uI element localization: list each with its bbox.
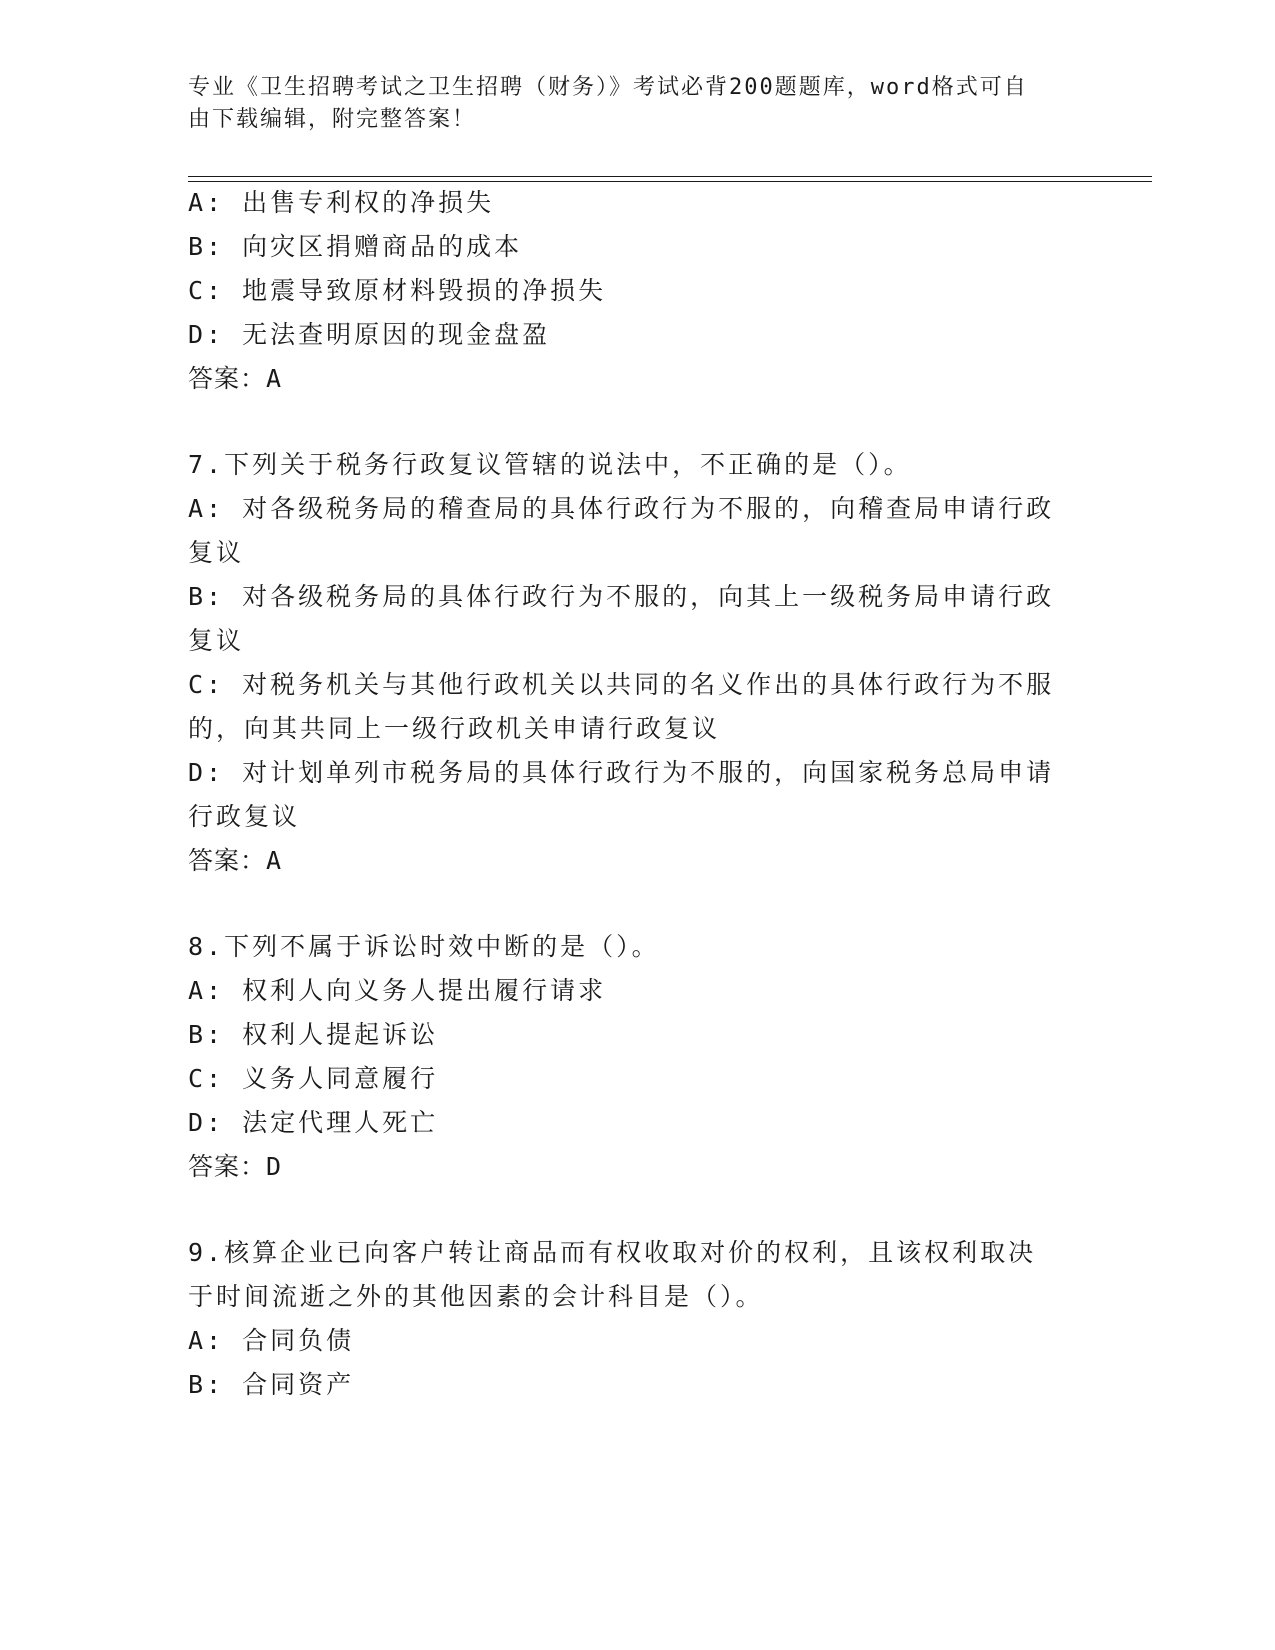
q7-option-a-cont: 复议 — [188, 538, 245, 567]
q6-option-a: A: 出售专利权的净损失 — [188, 188, 495, 217]
q7-option-b: B: 对各级税务局的具体行政行为不服的，向其上一级税务局申请行政 — [188, 582, 1055, 611]
q8-answer: 答案：D — [188, 1152, 283, 1181]
q7-option-d-cont: 行政复议 — [188, 802, 301, 831]
q8-option-d: D: 法定代理人死亡 — [188, 1108, 439, 1137]
document-header — [188, 72, 1088, 136]
q7-answer: 答案：A — [188, 846, 283, 875]
q9-option-b: B: 合同资产 — [188, 1370, 355, 1399]
q8-option-a: A: 权利人向义务人提出履行请求 — [188, 976, 607, 1005]
q7-option-b-cont: 复议 — [188, 626, 245, 655]
header-line-1: 专业《卫生招聘考试之卫生招聘（财务）》考试必背200题题库，word格式可自 — [188, 75, 1028, 100]
header-divider-bottom — [188, 181, 1152, 182]
q7-question: 7.下列关于税务行政复议管辖的说法中，不正确的是（）。 — [188, 450, 912, 479]
q7-option-a: A: 对各级税务局的稽查局的具体行政行为不服的，向稽查局申请行政 — [188, 494, 1055, 523]
q6-option-b: B: 向灾区捐赠商品的成本 — [188, 232, 523, 261]
q6-answer: 答案：A — [188, 364, 283, 393]
q6-option-c: C: 地震导致原材料毁损的净损失 — [188, 276, 607, 305]
q9-question-cont: 于时间流逝之外的其他因素的会计科目是（）。 — [188, 1282, 764, 1311]
q9-option-a: A: 合同负债 — [188, 1326, 355, 1355]
header-divider-top — [188, 176, 1152, 177]
q8-option-b: B: 权利人提起诉讼 — [188, 1020, 439, 1049]
header-line-2: 由下载编辑，附完整答案！ — [188, 107, 477, 132]
q7-option-c-cont: 的，向其共同上一级行政机关申请行政复议 — [188, 714, 721, 743]
q8-option-c: C: 义务人同意履行 — [188, 1064, 439, 1093]
q8-question: 8.下列不属于诉讼时效中断的是（）。 — [188, 932, 660, 961]
q7-option-d: D: 对计划单列市税务局的具体行政行为不服的，向国家税务总局申请 — [188, 758, 1055, 787]
q6-option-d: D: 无法查明原因的现金盘盈 — [188, 320, 551, 349]
q7-option-c: C: 对税务机关与其他行政机关以共同的名义作出的具体行政行为不服 — [188, 670, 1055, 699]
q9-question: 9.核算企业已向客户转让商品而有权收取对价的权利，且该权利取决 — [188, 1238, 1037, 1267]
